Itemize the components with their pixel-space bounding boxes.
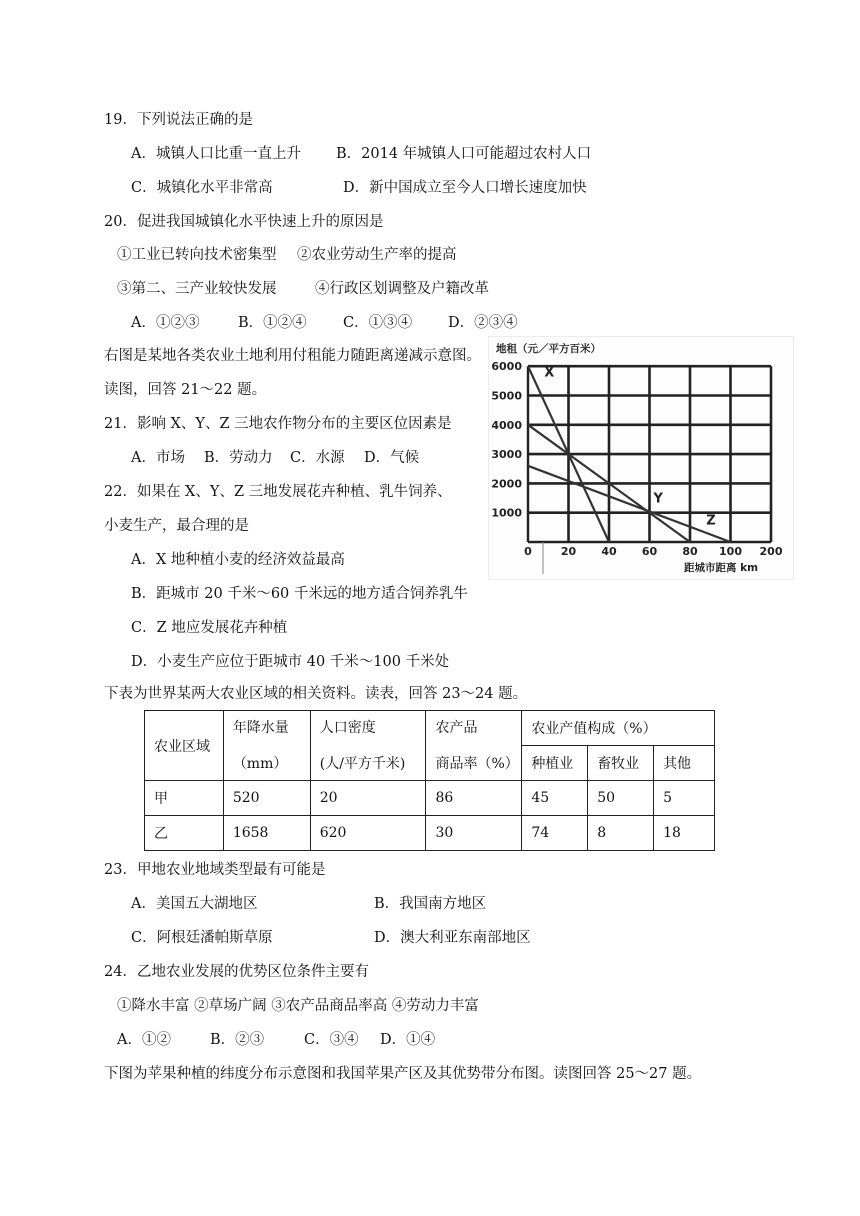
cell-other: 18 [654,816,715,851]
x-tick-label: 200 [759,545,783,558]
q20-statement-1: ①工业已转向技术密集型 [117,247,277,263]
cell-commodity: 86 [426,781,522,816]
q24-statements: ①降水丰富 ②草场广阔 ③农产品商品率高 ④劳动力丰富 [117,998,479,1014]
q21-option-b: B．劳动力 [204,450,273,466]
intro-23: 下表为世界某两大农业区域的相关资料。读表，回答 23～24 题。 [104,686,528,702]
q24-option-c: C．③④ [304,1032,359,1048]
header-population-line2: (人/平方千米) [319,756,406,772]
q20-statement-3: ③第二、三产业较快发展 [117,281,277,297]
x-tick-label: 0 [524,545,532,558]
header-population-line1: 人口密度 [319,720,376,736]
series-label-z: Z [706,513,716,529]
header-commodity [426,711,522,781]
cell-rainfall: 1658 [223,816,310,851]
series-label-x: X [544,365,555,381]
cell-region: 乙 [145,816,224,851]
q23-stem: 23．甲地农业地域类型最有可能是 [104,862,326,878]
x-tick-label: 100 [719,545,742,558]
q19-option-d: D．新中国成立至今人口增长速度加快 [343,180,587,196]
x-axis-label: 距城市距离 km [684,562,759,574]
q22-option-d: D．小麦生产应位于距城市 40 千米～100 千米处 [131,654,450,670]
q22-option-b: B．距城市 20 千米～60 千米远的地方适合饲养乳牛 [131,586,468,602]
q20-stem: 20．促进我国城镇化水平快速上升的原因是 [104,214,384,230]
q22-stem-line2: 小麦生产，最合理的是 [104,518,249,534]
cell-commodity: 30 [426,816,522,851]
q20-option-a: A．①②③ [131,315,200,331]
q22-option-c: C．Z 地应发展花卉种植 [131,620,288,636]
series-label-y: Y [653,491,663,507]
table-row [145,781,715,816]
cell-crop: 45 [522,781,588,816]
header-rainfall-line1: 年降水量 [232,720,289,736]
cell-population: 620 [310,816,426,851]
y-tick-label: 5000 [491,389,522,403]
y-tick-label: 6000 [491,360,522,374]
q23-option-c: C．阿根廷潘帕斯草原 [131,930,273,946]
rent-distance-chart [488,336,794,580]
x-tick-label: 20 [560,545,577,558]
q23-option-d: D．澳大利亚东南部地区 [374,930,531,946]
q24-option-a: A．①② [117,1032,171,1048]
q21-stem: 21．影响 X、Y、Z 三地农作物分布的主要区位因素是 [104,416,452,432]
cell-livestock: 8 [588,816,654,851]
q20-option-c: C．①③④ [343,315,413,331]
y-tick-label: 1000 [491,506,522,520]
header-livestock: 畜牧业 [588,746,654,781]
header-rainfall-line2: （mm） [232,756,288,772]
cell-population: 20 [310,781,426,816]
table-row [145,816,715,851]
q20-option-d: D．②③④ [448,315,518,331]
y-axis-label: 地租（元／平方百米） [496,343,601,355]
q19-option-a: A．城镇人口比重一直上升 [131,146,301,162]
cell-livestock: 50 [588,781,654,816]
q19-stem: 19．下列说法正确的是 [104,112,253,128]
q23-option-b: B．我国南方地区 [374,896,487,912]
q20-option-b: B．①②④ [238,315,307,331]
q21-option-c: C．水源 [290,450,345,466]
q19-option-b: B．2014 年城镇人口可能超过农村人口 [336,146,592,162]
header-region: 农业区域 [145,711,224,781]
agriculture-table [144,710,715,851]
header-structure: 农业产值构成（%） [522,711,715,746]
header-commodity-line2: 商品率（%） [435,756,519,772]
q22-option-a: A．X 地种植小麦的经济效益最高 [131,552,345,568]
intro-21-line2: 读图，回答 21～22 题。 [104,382,267,398]
x-tick-label: 60 [641,545,658,558]
header-rainfall [223,711,310,781]
cell-crop: 74 [522,816,588,851]
q20-statement-4: ④行政区划调整及户籍改革 [315,281,489,297]
y-tick-label: 3000 [491,448,522,462]
intro-25: 下图为苹果种植的纬度分布示意图和我国苹果产区及其优势带分布图。读图回答 25～27 题。 [104,1066,702,1082]
header-population [310,711,426,781]
q21-option-d: D．气候 [364,450,420,466]
q24-option-b: B．②③ [210,1032,265,1048]
header-other: 其他 [654,746,715,781]
cell-region: 甲 [145,781,224,816]
q20-statement-2: ②农业劳动生产率的提高 [297,247,457,263]
y-tick-label: 2000 [491,477,522,491]
header-crop: 种植业 [522,746,588,781]
x-tick-label: 40 [601,545,617,558]
q23-option-a: A．美国五大湖地区 [131,896,258,912]
header-commodity-line1: 农产品 [435,720,478,736]
q22-stem-line1: 22．如果在 X、Y、Z 三地发展花卉种植、乳牛饲养、 [104,484,452,500]
x-tick-label: 80 [682,545,698,558]
q21-option-a: A．市场 [131,450,185,466]
cell-rainfall: 520 [223,781,310,816]
q24-option-d: D．①④ [380,1032,436,1048]
cell-other: 5 [654,781,715,816]
y-tick-label: 4000 [491,418,522,432]
q24-stem: 24．乙地农业发展的优势区位条件主要有 [104,964,369,980]
intro-21-line1: 右图是某地各类农业土地利用付租能力随距离递减示意图。 [104,348,481,364]
q19-option-c: C．城镇化水平非常高 [131,180,273,196]
